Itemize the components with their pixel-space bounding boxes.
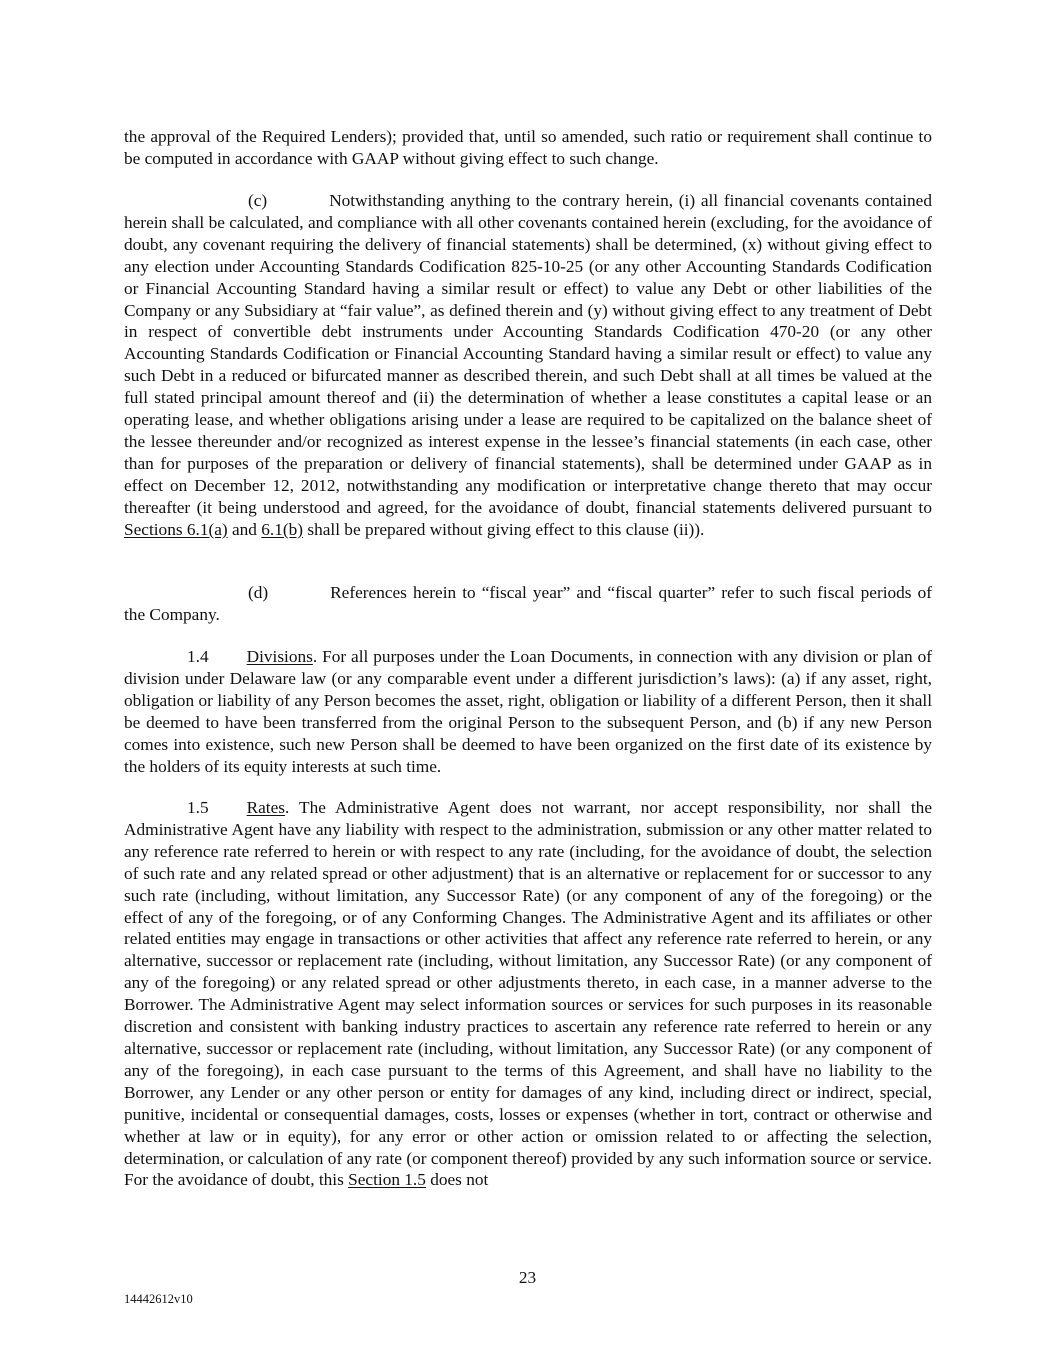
section-1-5-reference: Section 1.5 — [348, 1170, 426, 1190]
paragraph-d — [124, 582, 932, 626]
paragraph-c-label: (c) — [248, 191, 268, 210]
section-1-4-heading: Divisions — [246, 647, 313, 666]
document-id: 14442612v10 — [124, 1292, 193, 1306]
section-1-5-tail: does not — [425, 1170, 489, 1190]
continuation-paragraph — [124, 126, 932, 170]
section-1-5-heading: Rates — [246, 798, 286, 817]
paragraph-c-tail: shall be prepared without giving effect to this clause (ii)). — [303, 519, 705, 539]
section-1-5-text: . The Administrative Agent does not warrant, nor accept responsibility, nor shall the Administrative Agent have any liability with respect to the administration, submission or any other matter related to any reference rate referred to herein or with respect to any rate (including, for the avoidance of doubt, the selection of such rate and any related spread or other adjustment) that is an alternative or replacement for or successor to any such rate (including, without limitation, any Successor Rate) (or any component of any of the foregoing) or the effect of any of the foregoing, or of any Conforming Changes. The Administrative Agent and its affiliates or other related entities may engage in transactions or other activities that affect any reference rate referred to herein, or any alternative, successor or replacement rate (including, without limitation, any Successor Rate) (or any component of any of the foregoing) or any related spread or other adjustments thereto, in each case, in a manner adverse to the Borrower. The Administrative Agent may select information sources or services for such purposes in its reasonable discretion and consistent with banking industry practices to ascertain any reference rate referred to herein or any alternative, successor or replacement rate (including, without limitation, any Successor Rate) (or any component of any of the foregoing), in each case pursuant to the terms of this Agreement, and shall have no liability to the Borrower, any Lender or any other person or entity for damages of any kind, including direct or indirect, special, punitive, incidental or consequential damages, costs, losses or expenses (whether in tort, contract or otherwise and whether at law or in equity), for any error or other action or omission related to or affecting the selection, determination, or calculation of any rate (or component thereof) provided by any such information source or service. For the avoidance of doubt, this — [124, 798, 932, 1190]
paragraph-d-text: References herein to “fiscal year” and “fiscal quarter” refer to such fiscal periods of the Company. — [124, 583, 932, 624]
section-1-4 — [124, 646, 932, 777]
paragraph-c-text: Notwithstanding anything to the contrary herein, (i) all financial covenants contained herein shall be calculated, and compliance with all other covenants contained herein (excluding, for the avoidance of doubt, any covenant requiring the delivery of financial statements) shall be determined, (x) without giving effect to any election under Accounting Standards Codification 825-10-25 (or any other Accounting Standards Codification or Financial Accounting Standard having a similar result or effect) to value any Debt or other liabilities of the Company or any Subsidiary at “fair value”, as defined therein and (y) without giving effect to any treatment of Debt in respect of convertible debt instruments under Accounting Standards Codification 470-20 (or any other Accounting Standards Codification or Financial Accounting Standard having a similar result or effect) to value any such Debt in a reduced or bifurcated manner as described therein, and such Debt shall at all times be valued at the full stated principal amount thereof and (ii) the determination of whether a lease constitutes a capital lease or an operating lease, and whether obligations arising under a lease are required to be capitalized on the balance sheet of the lessee thereunder and/or recognized as interest expense in the lessee’s financial statements (in each case, other than for purposes of the preparation or delivery of financial statements), shall be determined under GAAP as in effect on December 12, 2012, notwithstanding any modification or interpretative change thereto that may occur thereafter (it being understood and agreed, for the avoidance of doubt, financial statements delivered pursuant to — [124, 191, 932, 517]
page-number: 23 — [518, 1268, 537, 1287]
continuation-text: the approval of the Required Lenders); provided that, until so amended, such ratio or requirement shall continue to be computed in accordance with GAAP without giving effect to such change. — [124, 127, 932, 168]
sections-6-1a-reference: Sections 6.1(a) — [124, 519, 228, 539]
paragraph-c-conjunction: and — [227, 519, 262, 539]
section-1-5-number: 1.5 — [187, 798, 209, 817]
paragraph-c — [124, 190, 932, 541]
section-1-4-text: . For all purposes under the Loan Documents, in connection with any division or plan of division under Delaware law (or any comparable event under a different jurisdiction’s laws): (a) if any asset, right, obligation or liability of any Person becomes the asset, right, obligation or liability of a different Person, then it shall be deemed to have been transferred from the original Person to the subsequent Person, and (b) if any new Person comes into existence, such new Person shall be deemed to have been organized on the first date of its existence by the holders of its equity interests at such time. — [124, 647, 932, 776]
section-6-1b-reference: 6.1(b) — [261, 519, 304, 539]
section-1-4-number: 1.4 — [187, 647, 209, 666]
paragraph-d-label: (d) — [248, 583, 269, 602]
section-1-5 — [124, 797, 932, 1191]
